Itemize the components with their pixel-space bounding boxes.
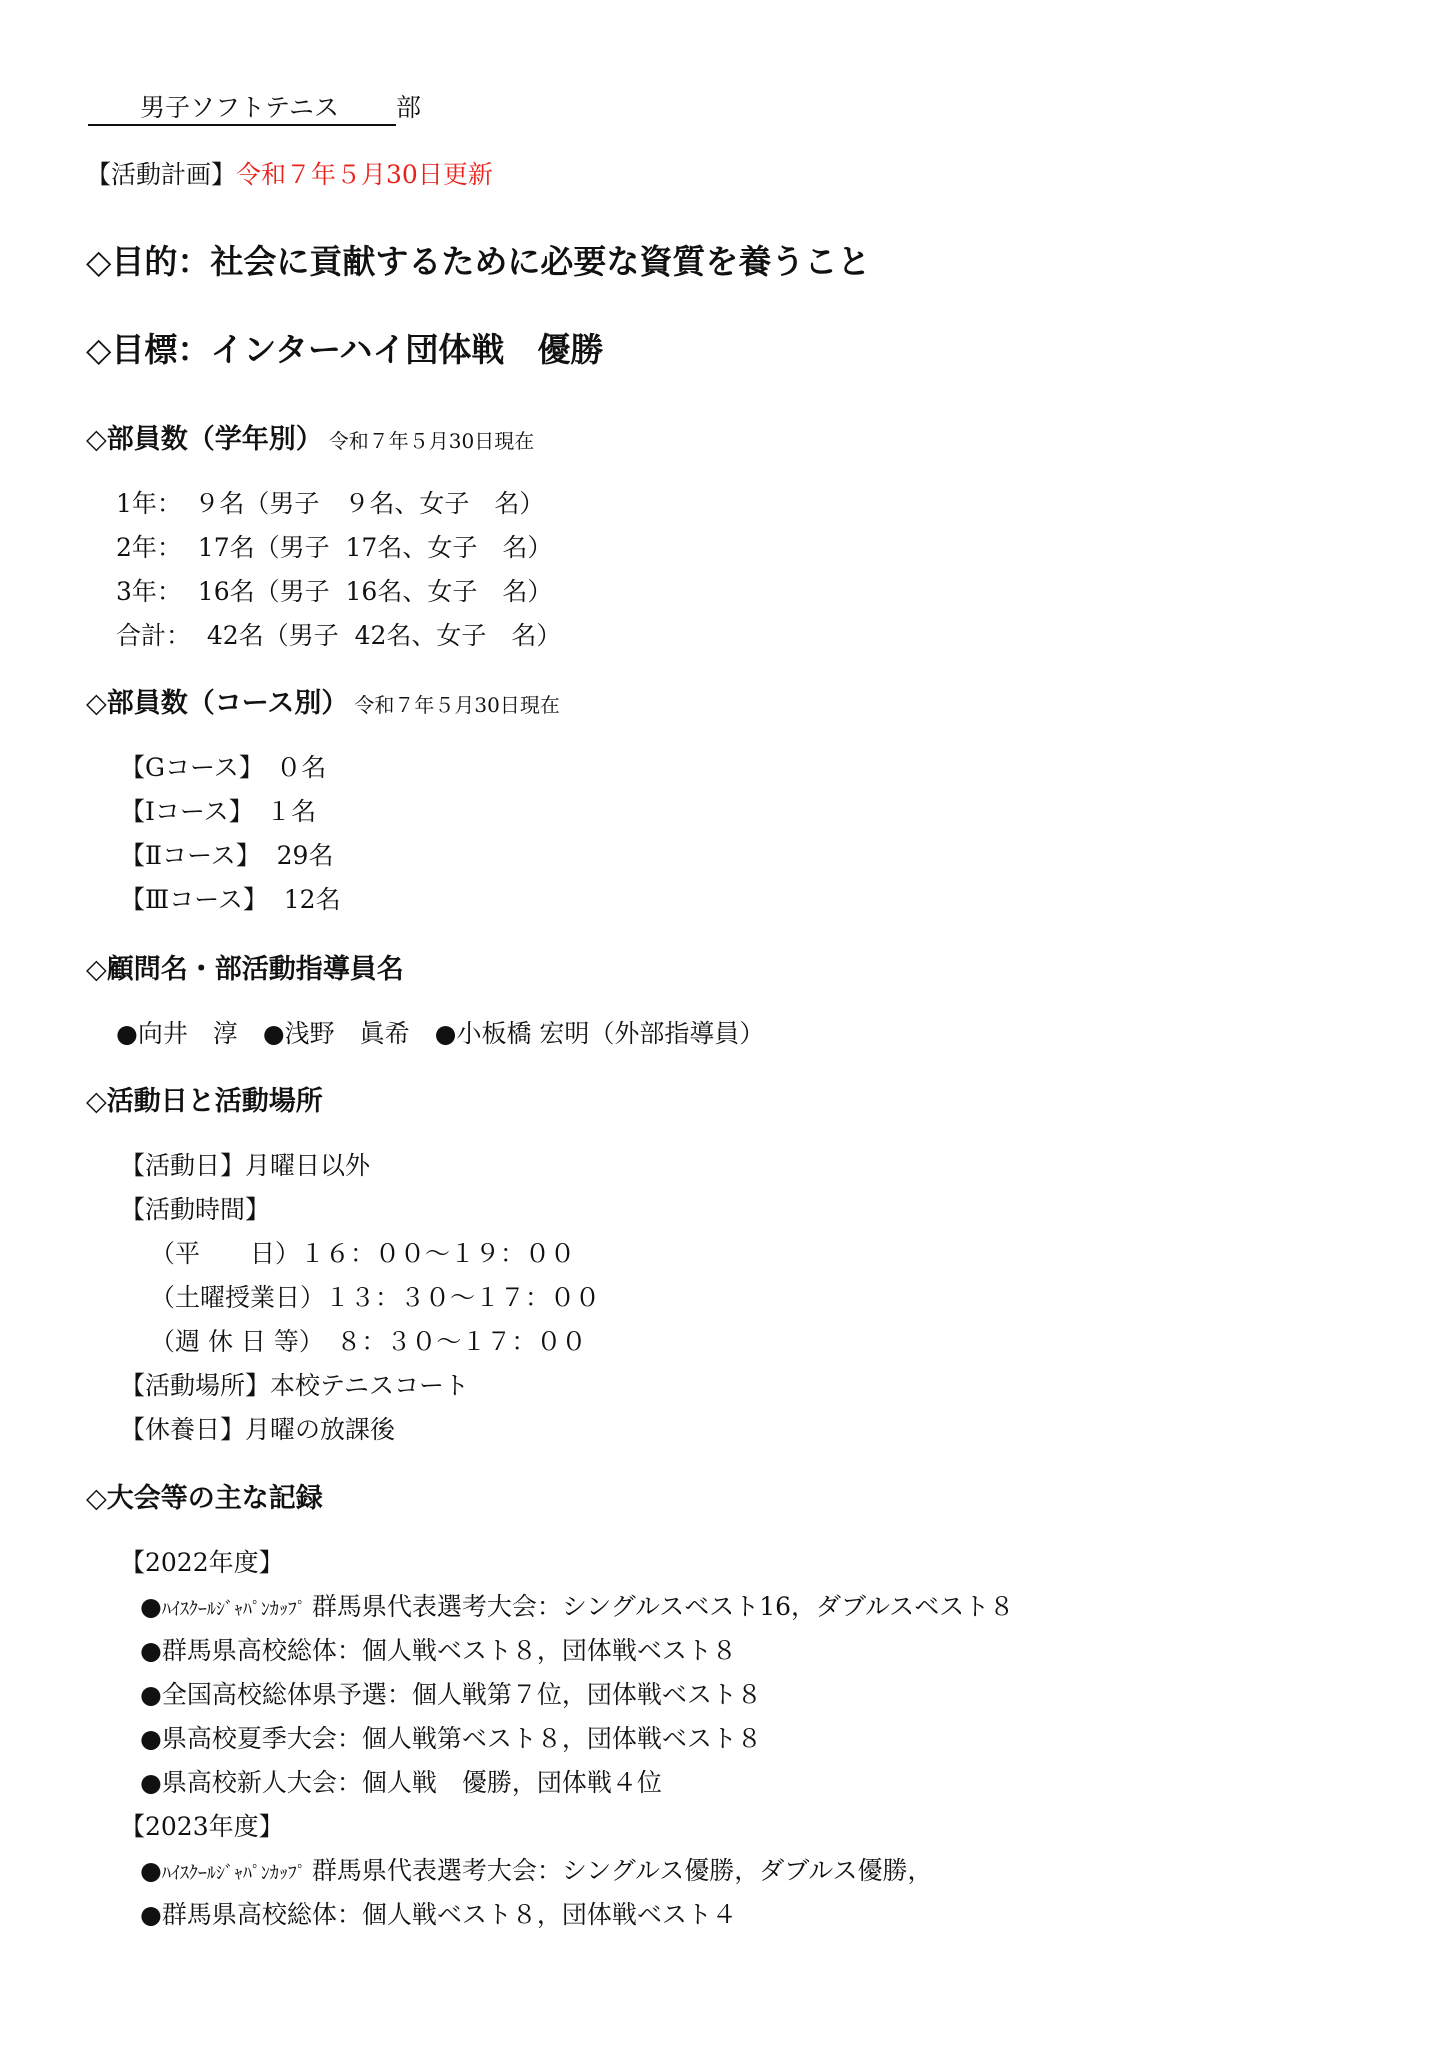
record-event-prefix: ﾊｲｽｸｰﾙｼﾞｬﾊﾟﾝｶｯﾌﾟ xyxy=(161,1599,306,1620)
record-text: 群馬県高校総体：個人戦ベスト８，団体戦ベスト８ xyxy=(161,1636,737,1665)
grade-row: 3年： 16名（男子 16名、女子 名） xyxy=(116,577,553,606)
course-row: 【Ⅲコース】 12名 xyxy=(120,885,341,914)
grade-row: 1年： ９名（男子 ９名、女子 名） xyxy=(116,489,545,518)
bullet-icon: ● xyxy=(140,1768,162,1797)
activity-days: 【活動日】月曜日以外 xyxy=(120,1151,371,1180)
purpose-heading: ◇目的：社会に貢献するために必要な資質を養うこと xyxy=(86,242,871,281)
grade-row: 2年： 17名（男子 17名、女子 名） xyxy=(116,533,553,562)
grade-row-total: 合計： 42名（男子 42名、女子 名） xyxy=(116,621,562,650)
course-row: 【Ⅰコース】 １名 xyxy=(120,797,317,826)
record-item xyxy=(140,1857,932,1885)
grade-heading: ◇部員数（学年別） xyxy=(86,424,323,455)
club-suffix: 部 xyxy=(396,93,422,122)
activity-hours-label: 【活動時間】 xyxy=(120,1195,271,1224)
bullet-icon: ● xyxy=(140,1856,162,1885)
course-heading-line xyxy=(86,689,560,719)
goal-heading: ◇目標：インターハイ団体戦 優勝 xyxy=(86,330,604,369)
bullet-icon: ● xyxy=(140,1724,162,1753)
records-year: 【2023年度】 xyxy=(120,1812,284,1841)
course-row: 【Gコース】 ０名 xyxy=(120,753,327,782)
record-item xyxy=(140,1725,762,1753)
record-event-prefix: ﾊｲｽｸｰﾙｼﾞｬﾊﾟﾝｶｯﾌﾟ xyxy=(161,1863,306,1884)
plan-label: 【活動計画】 xyxy=(86,160,237,189)
record-item xyxy=(140,1637,737,1665)
plan-line xyxy=(86,161,493,189)
activity-hours-row: （土曜授業日）１３：３０～１７：００ xyxy=(150,1283,601,1312)
activity-rest-day: 【休養日】月曜の放課後 xyxy=(120,1415,396,1444)
advisors-list: ●向井 淳 ●浅野 眞希 ●小板橋 宏明（外部指導員） xyxy=(116,1019,765,1048)
record-text: 群馬県高校総体：個人戦ベスト８，団体戦ベスト４ xyxy=(161,1900,737,1929)
records-year: 【2022年度】 xyxy=(120,1548,284,1577)
club-name: 男子ソフトテニス xyxy=(140,93,340,122)
record-text: 群馬県代表選考大会：シングルス優勝，ダブルス優勝， xyxy=(311,1856,933,1885)
activity-place: 【活動場所】本校テニスコート xyxy=(120,1371,470,1400)
grade-as-of: 令和７年５月30日現在 xyxy=(328,429,535,453)
records-heading: ◇大会等の主な記録 xyxy=(86,1483,323,1514)
record-item xyxy=(140,1901,737,1929)
course-row: 【Ⅱコース】 29名 xyxy=(120,841,334,870)
record-item xyxy=(140,1593,1014,1621)
record-text: 全国高校総体県予選：個人戦第７位，団体戦ベスト８ xyxy=(161,1680,762,1709)
activity-heading: ◇活動日と活動場所 xyxy=(86,1086,323,1117)
record-text: 県高校新人大会：個人戦 優勝，団体戦４位 xyxy=(161,1768,662,1797)
bullet-icon: ● xyxy=(140,1592,162,1621)
bullet-icon: ● xyxy=(140,1636,162,1665)
activity-hours-row: （平 日）１６：００～１９：００ xyxy=(150,1239,576,1268)
club-name-underline xyxy=(88,124,396,126)
record-item xyxy=(140,1681,762,1709)
record-item xyxy=(140,1769,662,1797)
record-text: 群馬県代表選考大会：シングルスベスト16，ダブルスベスト８ xyxy=(311,1592,1015,1621)
course-as-of: 令和７年５月30日現在 xyxy=(354,693,560,717)
advisors-heading: ◇顧問名・部活動指導員名 xyxy=(86,954,404,985)
bullet-icon: ● xyxy=(140,1680,162,1709)
bullet-icon: ● xyxy=(140,1900,162,1929)
grade-heading-line xyxy=(86,425,534,455)
course-heading: ◇部員数（コース別） xyxy=(86,688,349,719)
activity-hours-row: （週 休 日 等） ８：３０～１７：００ xyxy=(150,1327,587,1356)
record-text: 県高校夏季大会：個人戦第ベスト８，団体戦ベスト８ xyxy=(161,1724,762,1753)
plan-updated: 令和７年５月30日更新 xyxy=(236,160,493,189)
